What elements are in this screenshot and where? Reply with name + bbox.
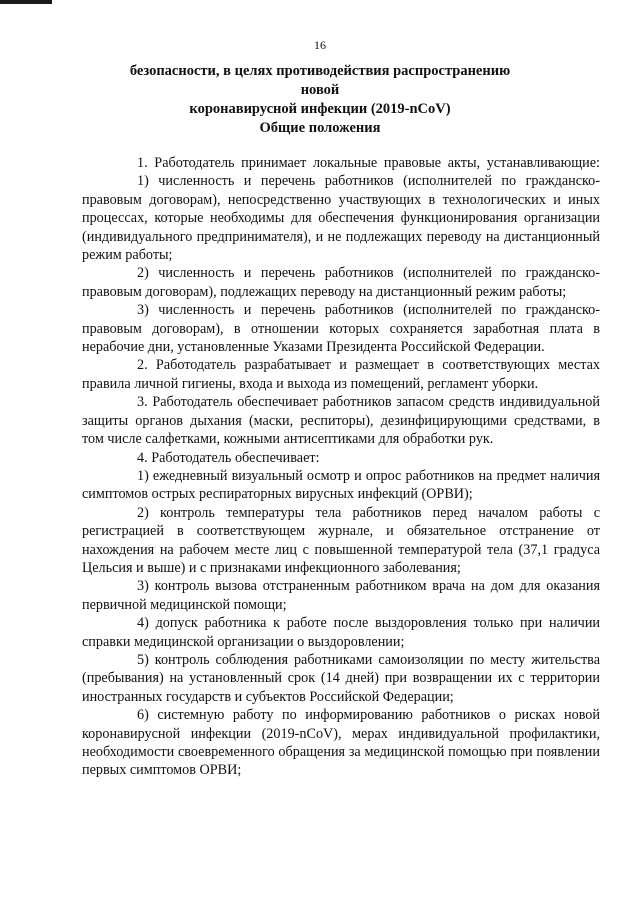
paragraph-4-item-1: 1) ежедневный визуальный осмотр и опрос работников на предмет наличия симптомов острых респираторных вирусных инфекций (ОРВИ); [82, 467, 600, 503]
paragraph-1-item-1: 1) численность и перечень работников (исполнителей по гражданско-правовым договорам), непосредственно участвующих в технологических и иных процессах, которые необходимы для обеспечения функционирования организации (индивидуального предпринимателя), и не подлежащих переводу на дистанционный режим работы; [82, 173, 600, 264]
section-title: Общие положения [259, 120, 381, 136]
paragraph-1: 1. Работодатель принимает локальные правовые акты, устанавливающие: [137, 155, 600, 171]
paragraph-4-item-4: 4) допуск работника к работе после выздоровления только при наличии справки медицинской организации о выздоровлении; [82, 615, 600, 650]
paragraph-3: 3. Работодатель обеспечивает работников запасом средств индивидуальной защиты органов дыхания (маски, респиторы), дезинфицирующими средствами, в том числе салфетками, кожными антисептиками для обработки рук. [82, 394, 600, 448]
paragraph-4-item-3: 3) контроль вызова отстраненным работником врача на дом для оказания первичной медицинской помощи; [82, 578, 600, 613]
paragraph-4: 4. Работодатель обеспечивает: [137, 449, 320, 466]
paragraph-4-item-2: 2) контроль температуры тела работников перед началом работы с регистрацией в соответствующем журнале, и обязательное отстранение от нахождения на рабочем месте лиц с повышенной температурой тела (37,1 градуса Цельсия и выше) и с признаками инфекционного заболевания; [82, 504, 600, 576]
corner-scan-mark [0, 0, 52, 4]
paragraph-1-item-3: 3) численность и перечень работников (исполнителей по гражданско-правовым договорам), в отношении которых сохраняется заработная плата в нерабочие дни, установленные Указами Президента Российской Федерации. [82, 302, 600, 356]
paragraph-2: 2. Работодатель разрабатывает и размещает в соответствующих местах правила личной гигиены, входа и выхода из помещений, регламент уборки. [82, 357, 600, 392]
paragraph-1-item-2: 2) численность и перечень работников (исполнителей по гражданско-правовым договорам), подлежащих переводу на дистанционный режим работы; [82, 265, 600, 300]
heading-line-2: коронавирусной инфекции (2019-nCoV) [189, 101, 451, 117]
paragraph-4-item-5: 5) контроль соблюдения работниками самоизоляции по месту жительства (пребывания) на установленный срок (14 дней) при возвращении их с территории иностранных государств и субъектов Российской Федерации; [82, 651, 600, 705]
document-body [82, 154, 600, 780]
heading-line-1: безопасности, в целях противодействия распространению новой [129, 63, 511, 98]
page-number: 16 [314, 38, 326, 52]
document-heading [110, 62, 530, 119]
paragraph-4-item-6: 6) системную работу по информированию работников о рисках новой коронавирусной инфекции (2019-nCoV), мерах индивидуальной профилактики, необходимости своевременного обращения за медицинской помощью при появлении первых симптомов ОРВИ; [82, 707, 600, 779]
